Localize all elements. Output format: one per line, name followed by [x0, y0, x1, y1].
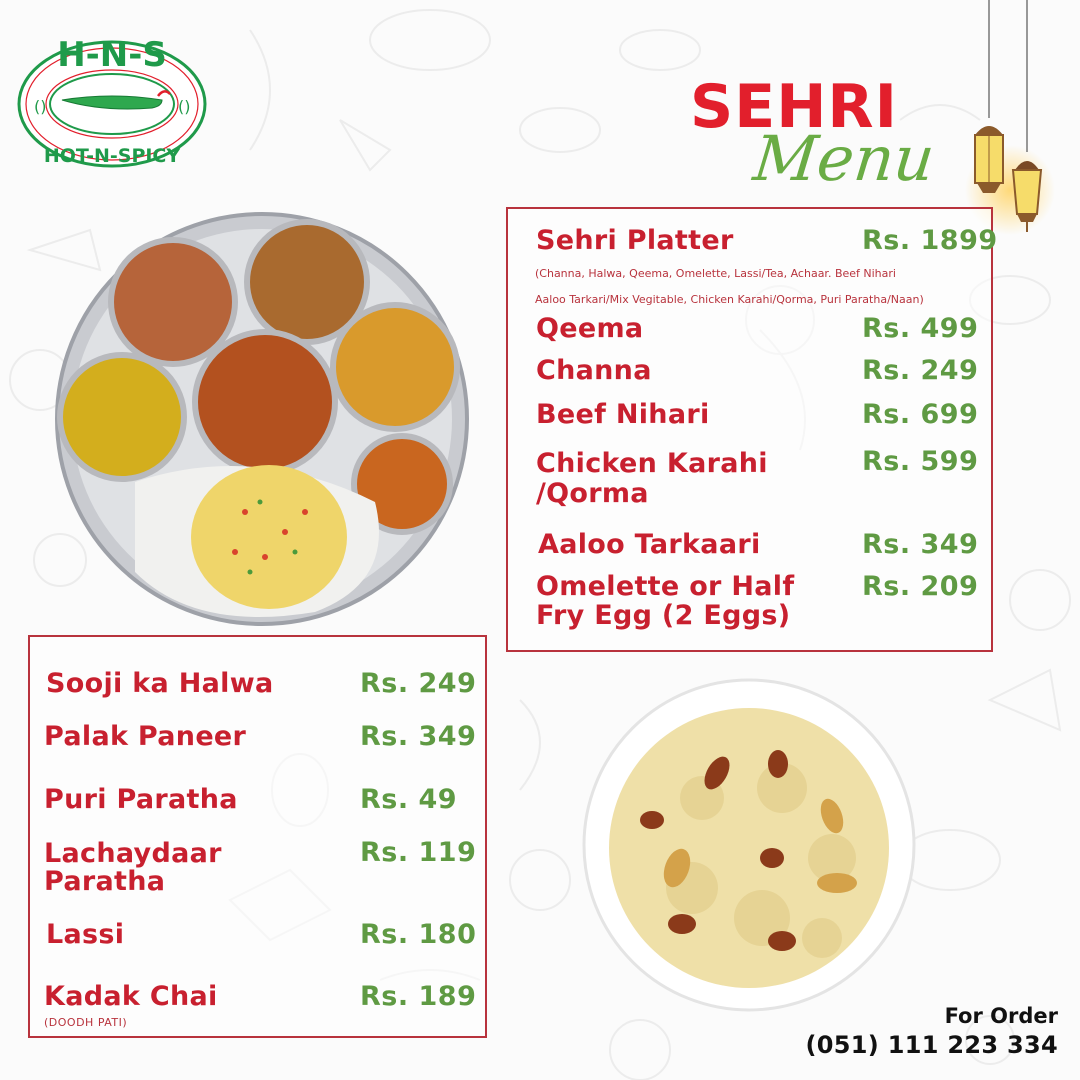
order-contact [806, 1003, 1059, 1061]
item-price-palak-paneer: Rs. 349 [360, 721, 477, 752]
svg-text:(): () [178, 97, 191, 116]
item-name-lassi: Lassi [46, 919, 125, 950]
item-name-lachaydaar-line1: Lachaydaar [44, 838, 222, 869]
lantern-icon [955, 0, 1065, 240]
item-name-omelette-line1: Omelette or Half [536, 571, 795, 602]
order-phone-number[interactable]: (051) 111 223 334 [805, 1031, 1058, 1059]
item-price-channa: Rs. 249 [862, 355, 979, 386]
item-name-palak-paneer: Palak Paneer [44, 721, 247, 752]
item-name-sooji-halwa: Sooji ka Halwa [46, 668, 274, 699]
title-menu-script: Menu [750, 122, 938, 195]
item-name-beef-nihari: Beef Nihari [536, 399, 710, 430]
logo-top-text: H-N-S [57, 35, 167, 75]
item-name-aaloo-tarkaari: Aaloo Tarkaari [538, 529, 761, 560]
item-name-sehri-platter: Sehri Platter [536, 225, 734, 256]
item-name-qeema: Qeema [536, 313, 644, 344]
platter-description-line2: Aaloo Tarkari/Mix Vegitable, Chicken Karahi/Qorma, Puri Paratha/Naan) [535, 293, 924, 306]
logo-bottom-text: HOT-N-SPICY [43, 145, 181, 167]
item-price-sehri-platter: Rs. 1899 [862, 225, 998, 256]
item-name-kadak-chai: Kadak Chai [44, 981, 218, 1012]
sooji-halwa-photo [582, 678, 917, 1013]
item-price-chicken-karahi: Rs. 599 [862, 446, 979, 477]
item-price-omelette: Rs. 209 [862, 571, 979, 602]
title-sehri: SEHRI [690, 72, 898, 142]
item-name-chicken-karahi-line2: /Qorma [536, 478, 649, 509]
item-price-puri-paratha: Rs. 49 [360, 784, 458, 815]
svg-text:(): () [34, 97, 47, 116]
sehri-platter-photo [55, 212, 470, 627]
item-price-qeema: Rs. 499 [862, 313, 979, 344]
order-label: For Order [944, 1004, 1058, 1028]
item-price-lassi: Rs. 180 [360, 919, 477, 950]
menu-title [690, 72, 950, 202]
item-name-puri-paratha: Puri Paratha [44, 784, 238, 815]
item-price-lachaydaar: Rs. 119 [360, 837, 477, 868]
item-price-beef-nihari: Rs. 699 [862, 399, 979, 430]
item-name-channa: Channa [536, 355, 652, 386]
item-price-sooji-halwa: Rs. 249 [360, 668, 477, 699]
item-price-kadak-chai: Rs. 189 [360, 981, 477, 1012]
hns-hot-n-spicy-logo [12, 22, 212, 182]
item-name-omelette-line2: Fry Egg (2 Eggs) [536, 600, 791, 631]
item-note-doodh-pati: (DOODH PATI) [44, 1016, 128, 1029]
item-name-chicken-karahi-line1: Chicken Karahi [536, 448, 768, 479]
item-price-aaloo-tarkaari: Rs. 349 [862, 529, 979, 560]
item-name-lachaydaar-line2: Paratha [44, 866, 166, 897]
platter-description-line1: (Channa, Halwa, Qeema, Omelette, Lassi/Tea, Achaar. Beef Nihari [535, 267, 896, 280]
